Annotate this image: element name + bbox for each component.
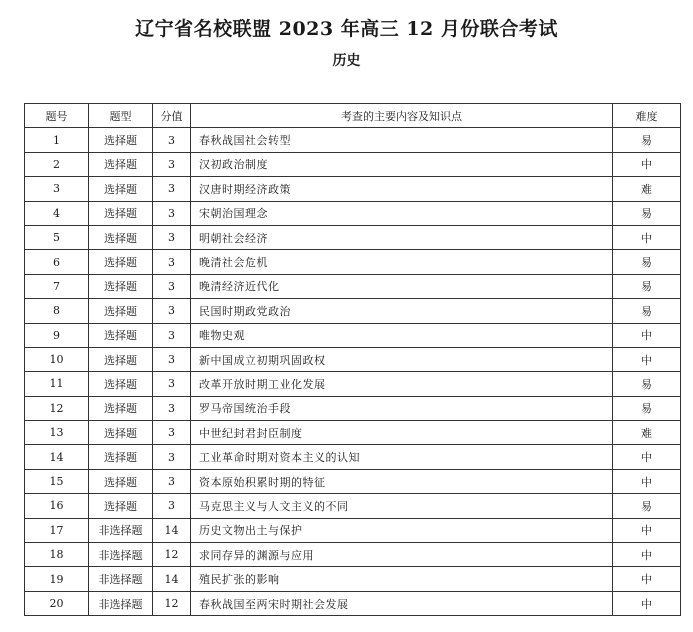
cell-question-type: 选择题: [89, 445, 153, 469]
cell-difficulty: 中: [613, 225, 681, 249]
cell-content: 晚清社会危机: [191, 250, 613, 274]
cell-question-number: 8: [25, 299, 89, 323]
cell-question-number: 18: [25, 543, 89, 567]
cell-content: 春秋战国至两宋时期社会发展: [191, 591, 613, 615]
cell-content: 改革开放时期工业化发展: [191, 372, 613, 396]
cell-content: 工业革命时期对资本主义的认知: [191, 445, 613, 469]
cell-content: 汉唐时期经济政策: [191, 177, 613, 201]
cell-score: 3: [153, 152, 191, 176]
cell-question-type: 选择题: [89, 323, 153, 347]
header-question-number: 题号: [25, 104, 89, 128]
cell-content: 晚清经济近代化: [191, 274, 613, 298]
cell-difficulty: 易: [613, 201, 681, 225]
cell-content: 春秋战国社会转型: [191, 128, 613, 152]
document-title: 辽宁省名校联盟 2023 年高三 12 月份联合考试: [135, 18, 558, 40]
table-row: [25, 445, 681, 469]
cell-content: 资本原始积累时期的特征: [191, 469, 613, 493]
cell-question-type: 选择题: [89, 250, 153, 274]
cell-question-type: 选择题: [89, 372, 153, 396]
cell-difficulty: 易: [613, 250, 681, 274]
cell-question-type: 非选择题: [89, 591, 153, 615]
table-row: [25, 274, 681, 298]
cell-question-number: 10: [25, 347, 89, 371]
header-score: 分值: [153, 104, 191, 128]
cell-content: 马克思主义与人文主义的不同: [191, 494, 613, 518]
header-content: 考查的主要内容及知识点: [191, 104, 613, 128]
cell-difficulty: 易: [613, 299, 681, 323]
cell-content: 历史文物出土与保护: [191, 518, 613, 542]
document-subtitle: 历史: [332, 53, 361, 69]
table-row: [25, 518, 681, 542]
cell-score: 14: [153, 518, 191, 542]
table-row: [25, 299, 681, 323]
table-row: [25, 421, 681, 445]
cell-question-type: 非选择题: [89, 567, 153, 591]
cell-question-number: 15: [25, 469, 89, 493]
cell-question-number: 11: [25, 372, 89, 396]
cell-question-number: 5: [25, 225, 89, 249]
cell-score: 3: [153, 323, 191, 347]
cell-content: 宋朝治国理念: [191, 201, 613, 225]
table-row: [25, 128, 681, 152]
cell-content: 求同存异的渊源与应用: [191, 543, 613, 567]
table-row: [25, 567, 681, 591]
cell-difficulty: 难: [613, 421, 681, 445]
cell-score: 3: [153, 225, 191, 249]
cell-score: 3: [153, 177, 191, 201]
table-row: [25, 396, 681, 420]
cell-difficulty: 中: [613, 518, 681, 542]
cell-question-number: 16: [25, 494, 89, 518]
table-header: [25, 104, 681, 128]
cell-content: 民国时期政党政治: [191, 299, 613, 323]
cell-question-type: 选择题: [89, 299, 153, 323]
cell-difficulty: 易: [613, 128, 681, 152]
header-difficulty: 难度: [613, 104, 681, 128]
cell-content: 明朝社会经济: [191, 225, 613, 249]
cell-score: 12: [153, 591, 191, 615]
cell-score: 3: [153, 201, 191, 225]
cell-score: 3: [153, 421, 191, 445]
cell-score: 3: [153, 396, 191, 420]
cell-score: 3: [153, 347, 191, 371]
cell-question-number: 3: [25, 177, 89, 201]
cell-question-type: 选择题: [89, 421, 153, 445]
table-row: [25, 177, 681, 201]
cell-question-type: 选择题: [89, 469, 153, 493]
cell-question-type: 选择题: [89, 396, 153, 420]
cell-difficulty: 中: [613, 567, 681, 591]
table-row: [25, 494, 681, 518]
cell-difficulty: 中: [613, 152, 681, 176]
table-row: [25, 225, 681, 249]
table-row: [25, 347, 681, 371]
table-row: [25, 591, 681, 615]
header-row: [25, 104, 681, 128]
cell-score: 3: [153, 128, 191, 152]
cell-difficulty: 中: [613, 591, 681, 615]
cell-content: 中世纪封君封臣制度: [191, 421, 613, 445]
cell-question-type: 选择题: [89, 128, 153, 152]
cell-question-type: 选择题: [89, 152, 153, 176]
cell-question-type: 选择题: [89, 494, 153, 518]
table-row: [25, 201, 681, 225]
cell-content: 殖民扩张的影响: [191, 567, 613, 591]
cell-content: 唯物史观: [191, 323, 613, 347]
cell-question-number: 20: [25, 591, 89, 615]
cell-content: 汉初政治制度: [191, 152, 613, 176]
cell-score: 12: [153, 543, 191, 567]
cell-difficulty: 中: [613, 445, 681, 469]
header-question-type: 题型: [89, 104, 153, 128]
cell-question-number: 17: [25, 518, 89, 542]
table-row: [25, 469, 681, 493]
cell-difficulty: 易: [613, 274, 681, 298]
cell-question-number: 1: [25, 128, 89, 152]
cell-score: 3: [153, 299, 191, 323]
table-row: [25, 372, 681, 396]
cell-question-number: 14: [25, 445, 89, 469]
cell-question-number: 19: [25, 567, 89, 591]
cell-question-number: 7: [25, 274, 89, 298]
cell-difficulty: 易: [613, 372, 681, 396]
cell-question-type: 选择题: [89, 201, 153, 225]
table-row: [25, 323, 681, 347]
cell-difficulty: 易: [613, 494, 681, 518]
table-row: [25, 543, 681, 567]
cell-score: 3: [153, 494, 191, 518]
cell-score: 3: [153, 274, 191, 298]
cell-question-type: 非选择题: [89, 518, 153, 542]
table-row: [25, 250, 681, 274]
cell-difficulty: 中: [613, 347, 681, 371]
cell-question-number: 6: [25, 250, 89, 274]
cell-question-number: 12: [25, 396, 89, 420]
table-row: [25, 152, 681, 176]
cell-difficulty: 中: [613, 543, 681, 567]
cell-content: 罗马帝国统治手段: [191, 396, 613, 420]
cell-difficulty: 难: [613, 177, 681, 201]
cell-question-type: 非选择题: [89, 543, 153, 567]
cell-question-type: 选择题: [89, 347, 153, 371]
cell-question-number: 13: [25, 421, 89, 445]
cell-difficulty: 易: [613, 396, 681, 420]
cell-score: 3: [153, 372, 191, 396]
cell-question-type: 选择题: [89, 177, 153, 201]
cell-question-type: 选择题: [89, 225, 153, 249]
cell-question-number: 4: [25, 201, 89, 225]
cell-question-number: 9: [25, 323, 89, 347]
cell-difficulty: 中: [613, 469, 681, 493]
cell-content: 新中国成立初期巩固政权: [191, 347, 613, 371]
table-body: [25, 128, 681, 616]
cell-score: 3: [153, 469, 191, 493]
cell-question-type: 选择题: [89, 274, 153, 298]
exam-analysis-table: [24, 103, 681, 616]
cell-score: 14: [153, 567, 191, 591]
cell-question-number: 2: [25, 152, 89, 176]
cell-difficulty: 中: [613, 323, 681, 347]
cell-score: 3: [153, 445, 191, 469]
cell-score: 3: [153, 250, 191, 274]
